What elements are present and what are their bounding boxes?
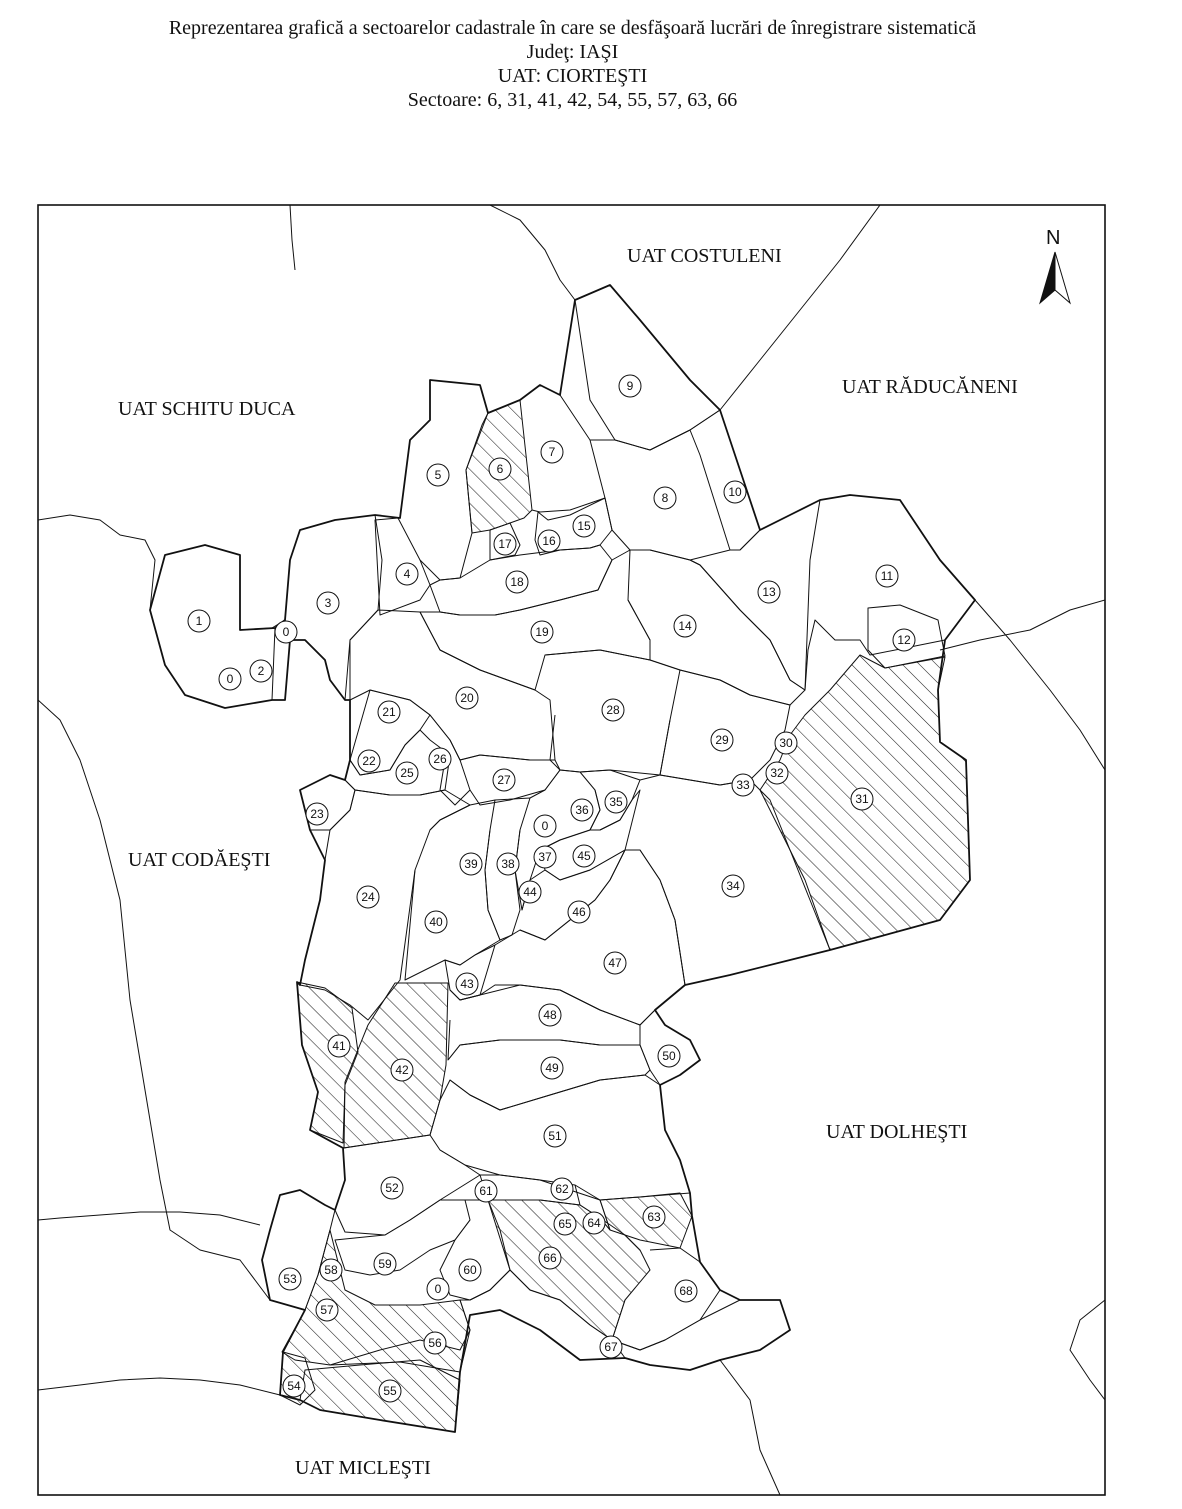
- sector-marker: [320, 1259, 342, 1281]
- sector-number: 66: [543, 1251, 557, 1265]
- sector-number: 0: [226, 672, 234, 686]
- sector-marker: [775, 732, 797, 754]
- sector-number: 16: [542, 534, 556, 548]
- sector-number: 2: [257, 664, 265, 678]
- sector-marker: [602, 699, 624, 721]
- highlighted-sectors: [280, 400, 970, 1432]
- sector-marker: [544, 1125, 566, 1147]
- sector-number: 38: [501, 857, 515, 871]
- sector-number: 59: [378, 1257, 392, 1271]
- sector-number: 35: [609, 795, 623, 809]
- sector-number: 11: [880, 569, 894, 583]
- neighbor-label-schitu-duca: UAT SCHITU DUCA: [118, 398, 296, 420]
- sector-marker: [283, 1375, 305, 1397]
- sector-marker: [654, 487, 676, 509]
- sector-number: 46: [572, 905, 586, 919]
- sector-marker: [732, 774, 754, 796]
- sector-marker: [876, 565, 898, 587]
- sector-marker: [475, 1180, 497, 1202]
- sector-number: 43: [460, 977, 474, 991]
- sector-marker: [722, 875, 744, 897]
- sector-marker: [396, 762, 418, 784]
- sector-number: 19: [535, 625, 549, 639]
- sector-marker: [519, 881, 541, 903]
- neighbor-label-miclesti: UAT MICLEŞTI: [295, 1457, 431, 1479]
- sector-marker: [427, 464, 449, 486]
- sector-marker: [317, 592, 339, 614]
- sector-number: 3: [324, 596, 332, 610]
- sector-marker: [573, 845, 595, 867]
- sector-number: 53: [283, 1272, 297, 1286]
- neighbor-label-costuleni: UAT COSTULENI: [627, 245, 782, 267]
- sector-marker: [658, 1045, 680, 1067]
- sector-marker: [460, 853, 482, 875]
- sector-marker: [583, 1212, 605, 1234]
- sector-number: 1: [195, 614, 203, 628]
- uat-line: UAT: CIORTEŞTI: [497, 65, 648, 87]
- sector-number: 61: [479, 1184, 493, 1198]
- sector-marker: [358, 750, 380, 772]
- sector-marker: [600, 1336, 622, 1358]
- sector-marker: [489, 458, 511, 480]
- sector-marker: [456, 687, 478, 709]
- sector-number: 15: [577, 519, 591, 533]
- sector-number: 42: [395, 1063, 409, 1077]
- sector-number: 50: [662, 1049, 676, 1063]
- sector-number: 6: [496, 462, 504, 476]
- sector-number: 4: [403, 567, 411, 581]
- sector-number: 22: [362, 754, 376, 768]
- sector-marker: [538, 530, 560, 552]
- sector-number: 24: [361, 890, 375, 904]
- sector-marker: [506, 571, 528, 593]
- sector-marker: [554, 1213, 576, 1235]
- north-arrow-label: N: [1046, 227, 1061, 249]
- sector-number: 41: [332, 1039, 346, 1053]
- sector-marker: [724, 481, 746, 503]
- sector-number: 68: [679, 1284, 693, 1298]
- sector-number: 58: [324, 1263, 338, 1277]
- sector-marker: [675, 1280, 697, 1302]
- sector-number: 51: [548, 1129, 562, 1143]
- sector-marker: [493, 769, 515, 791]
- sector-marker: [429, 748, 451, 770]
- sector-number: 62: [555, 1182, 569, 1196]
- sector-number: 25: [400, 766, 414, 780]
- sector-number: 48: [543, 1008, 557, 1022]
- sector-marker: [643, 1206, 665, 1228]
- sector-number: 39: [464, 857, 478, 871]
- sector-marker: [604, 952, 626, 974]
- neighbor-label-codaesti: UAT CODĂEŞTI: [128, 849, 271, 871]
- sector-marker: [459, 1259, 481, 1281]
- sector-marker: [456, 973, 478, 995]
- sector-number: 63: [647, 1210, 661, 1224]
- sector-number: 18: [510, 575, 524, 589]
- sector-marker: [674, 615, 696, 637]
- sectors-line: Sectoare: 6, 31, 41, 42, 54, 55, 57, 63, 66: [407, 89, 738, 111]
- sector-marker: [427, 1278, 449, 1300]
- sector-number: 8: [661, 491, 669, 505]
- sector-marker: [539, 1004, 561, 1026]
- sector-marker: [766, 762, 788, 784]
- sector-number: 31: [855, 792, 869, 806]
- sector-number: 9: [626, 379, 634, 393]
- sector-number: 29: [715, 733, 729, 747]
- sector-marker: [316, 1299, 338, 1321]
- sector-number: 34: [726, 879, 740, 893]
- sector-marker: [541, 1057, 563, 1079]
- sector-number: 13: [762, 585, 776, 599]
- sector-marker: [391, 1059, 413, 1081]
- sector-marker: [378, 701, 400, 723]
- sector-marker: [374, 1253, 396, 1275]
- sector-marker: [568, 901, 590, 923]
- sector-number: 10: [728, 485, 742, 499]
- sector-marker: [711, 729, 733, 751]
- sector-marker: [424, 1332, 446, 1354]
- sector-number: 54: [287, 1379, 301, 1393]
- sector-marker: [219, 668, 241, 690]
- sector-number: 47: [608, 956, 622, 970]
- sector-number: 5: [434, 468, 442, 482]
- sector-number: 33: [736, 778, 750, 792]
- sector-markers: [188, 375, 915, 1402]
- sector-marker: [573, 515, 595, 537]
- sector-marker: [571, 799, 593, 821]
- sector-marker: [494, 533, 516, 555]
- sector-number: 67: [604, 1340, 618, 1354]
- county-line: Judeţ: IAŞI: [526, 41, 619, 63]
- sector-marker: [328, 1035, 350, 1057]
- sector-marker: [539, 1247, 561, 1269]
- sector-number: 49: [545, 1061, 559, 1075]
- sector-number: 40: [429, 915, 443, 929]
- sector-marker: [497, 853, 519, 875]
- sector-number: 0: [541, 819, 549, 833]
- sector-number: 21: [382, 705, 396, 719]
- sector-marker: [275, 621, 297, 643]
- sector-marker: [851, 788, 873, 810]
- sector-number: 23: [310, 807, 324, 821]
- sector-number: 56: [428, 1336, 442, 1350]
- sector-marker: [619, 375, 641, 397]
- sector-number: 27: [497, 773, 511, 787]
- sector-marker: [379, 1380, 401, 1402]
- sector-number: 20: [460, 691, 474, 705]
- sector-marker: [758, 581, 780, 603]
- sector-number: 0: [282, 625, 290, 639]
- map-title: Reprezentarea grafică a sectoarelor cadastrale în care se desfăşoară lucrări de înregistrare sistematică: [168, 17, 977, 39]
- sector-number: 60: [463, 1263, 477, 1277]
- neighbor-label-dolhesti: UAT DOLHEŞTI: [826, 1121, 968, 1143]
- sector-number: 57: [320, 1303, 334, 1317]
- sector-marker: [531, 621, 553, 643]
- sector-marker: [306, 803, 328, 825]
- sector-marker: [551, 1178, 573, 1200]
- sector-marker: [425, 911, 447, 933]
- sector-number: 64: [587, 1216, 601, 1230]
- sector-number: 0: [434, 1282, 442, 1296]
- sector-marker: [279, 1268, 301, 1290]
- sector-number: 45: [577, 849, 591, 863]
- sector-marker: [541, 441, 563, 463]
- sector-marker: [893, 629, 915, 651]
- sector-marker: [250, 660, 272, 682]
- sector-number: 52: [385, 1181, 399, 1195]
- sector-number: 32: [770, 766, 784, 780]
- sector-number: 7: [548, 445, 556, 459]
- sector-number: 55: [383, 1384, 397, 1398]
- sector-number: 37: [538, 850, 552, 864]
- sector-marker: [605, 791, 627, 813]
- sector-number: 30: [779, 736, 793, 750]
- sector-marker: [381, 1177, 403, 1199]
- sector-number: 36: [575, 803, 589, 817]
- sector-marker: [534, 846, 556, 868]
- sector-number: 28: [606, 703, 620, 717]
- sector-marker: [357, 886, 379, 908]
- sector-number: 14: [678, 619, 692, 633]
- sector-number: 44: [523, 885, 537, 899]
- sector-number: 26: [433, 752, 447, 766]
- sector-marker: [396, 563, 418, 585]
- sector-marker: [534, 815, 556, 837]
- sector-number: 65: [558, 1217, 572, 1231]
- sector-number: 17: [498, 537, 512, 551]
- sector-marker: [188, 610, 210, 632]
- neighbor-label-raducaneni: UAT RĂDUCĂNENI: [842, 376, 1018, 398]
- sector-number: 12: [897, 633, 911, 647]
- north-arrow-icon: [1040, 227, 1070, 303]
